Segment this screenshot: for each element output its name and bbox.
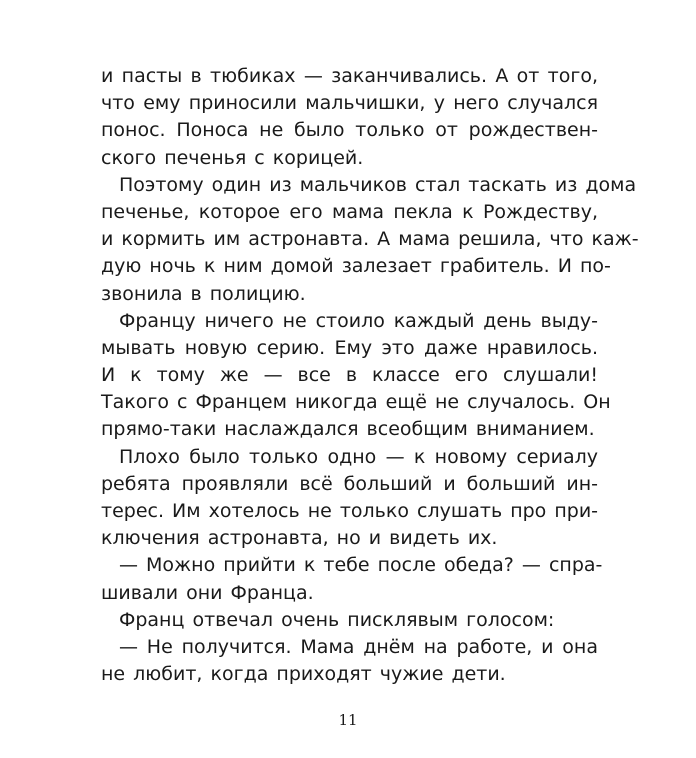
text-line: Поэтому один из мальчиков стал таскать из дома <box>119 173 637 196</box>
text-line: понос. Поноса не было только от рождествен- <box>101 119 598 142</box>
body-text <box>101 63 639 688</box>
text-line: мывать новую серию. Ему это даже нравилось. <box>101 336 598 359</box>
text-line: Франц отвечал очень писклявым голосом: <box>119 608 555 631</box>
page-number: 11 <box>338 711 358 729</box>
text-line: ключения астронавта, но и видеть их. <box>101 527 498 550</box>
text-line: шивали они Франца. <box>101 581 314 604</box>
text-line: и кормить им астронавта. А мама решила, что каж- <box>101 228 639 251</box>
text-line: ского печенья с корицей. <box>101 146 364 169</box>
text-line: И к тому же — все в классе его слушали! <box>101 364 598 387</box>
text-line: и пасты в тюбиках — заканчивались. А от того, <box>101 65 598 87</box>
text-line: Такого с Францем никогда ещё не случалось. Он <box>101 391 611 414</box>
text-line: — Не получится. Мама днём на работе, и она <box>119 635 598 658</box>
text-line: звонила в полицию. <box>101 282 306 305</box>
text-line: что ему приносили мальчишки, у него случался <box>101 92 598 115</box>
text-line: печенье, которое его мама пекла к Рождеству, <box>101 200 598 223</box>
text-line: ребята проявляли всё больший и больший ин- <box>101 472 598 495</box>
text-line: прямо-таки наслаждался всеобщим вниманием. <box>101 418 595 441</box>
text-line: Плохо было только одно — к новому сериалу <box>119 445 598 468</box>
text-line: — Можно прийти к тебе после обеда? — спра- <box>119 554 603 577</box>
text-line: Францу ничего не стоило каждый день выду- <box>119 309 598 332</box>
text-line: дую ночь к ним домой залезает грабитель. И по- <box>101 255 611 278</box>
text-line: терес. Им хотелось не только слушать про при- <box>101 500 599 522</box>
text-line: не любит, когда приходят чужие дети. <box>101 663 506 686</box>
